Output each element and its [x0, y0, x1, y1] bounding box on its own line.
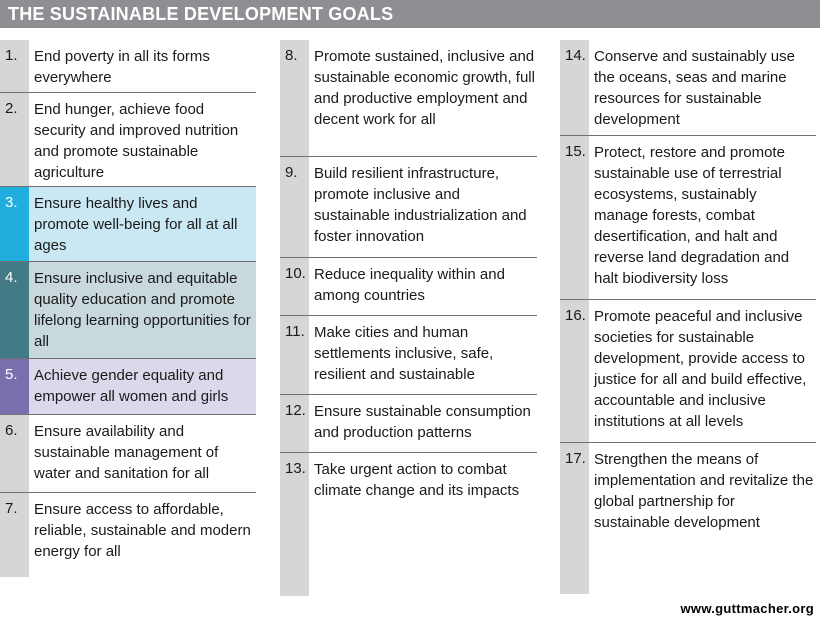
goals-column-2 [280, 40, 537, 596]
goal-text: End poverty in all its forms everywhere [34, 48, 210, 86]
goal-item-16 [560, 300, 816, 443]
title-bar [0, 0, 820, 28]
goal-item-6 [0, 415, 256, 493]
goal-number: 11. [285, 323, 305, 340]
goal-number-cell [560, 443, 589, 594]
goal-text: Strengthen the means of implementation and revitalize the global partnership for sustainable development [594, 451, 814, 531]
goal-number: 2. [5, 100, 18, 117]
goal-number: 3. [5, 194, 18, 211]
goal-number: 8. [285, 47, 298, 64]
goal-number: 1. [5, 47, 18, 64]
goal-text: Build resilient infrastructure, promote inclusive and sustainable industrialization and foster innovation [314, 165, 527, 245]
goal-item-8 [280, 40, 537, 157]
goal-item-2 [0, 93, 256, 187]
goal-number-cell [560, 136, 589, 299]
goal-number: 10. [285, 265, 306, 282]
goal-number-cell [0, 40, 29, 92]
goal-text: Promote sustained, inclusive and sustainable economic growth, full and productive employment and decent work for all [314, 48, 535, 128]
goal-number-cell [0, 359, 29, 414]
goal-number: 9. [285, 164, 298, 181]
goal-item-15 [560, 136, 816, 300]
goals-column-3 [560, 40, 816, 594]
goal-number-cell [0, 187, 29, 261]
goal-number: 14. [565, 47, 586, 64]
goal-number-cell [280, 453, 309, 596]
goal-item-9 [280, 157, 537, 258]
goal-number-cell [280, 258, 309, 315]
goal-number: 7. [5, 500, 18, 517]
goal-number: 4. [5, 269, 18, 286]
goal-text: Make cities and human settlements inclusive, safe, resilient and sustainable [314, 324, 494, 383]
page-title: THE SUSTAINABLE DEVELOPMENT GOALS [8, 4, 394, 24]
goal-item-1 [0, 40, 256, 93]
goal-number: 12. [285, 402, 306, 419]
goal-item-17 [560, 443, 816, 594]
goal-number-cell [560, 300, 589, 442]
goal-number-cell [280, 40, 309, 156]
goal-item-11 [280, 316, 537, 395]
goal-text: Ensure inclusive and equitable quality education and promote lifelong learning opportunities for all [34, 270, 251, 350]
goal-number-cell [0, 493, 29, 577]
goal-text: Ensure sustainable consumption and production patterns [314, 403, 531, 441]
goal-number: 15. [565, 143, 586, 160]
goal-text: Reduce inequality within and among countries [314, 266, 505, 304]
goal-item-7 [0, 493, 256, 577]
goal-number-cell [280, 395, 309, 452]
goals-column-1 [0, 40, 256, 577]
goal-item-4 [0, 262, 256, 359]
goal-number-cell [280, 157, 309, 257]
goal-text: Conserve and sustainably use the oceans, seas and marine resources for sustainable development [594, 48, 795, 128]
goal-text: Ensure healthy lives and promote well-being for all at all ages [34, 195, 238, 254]
goal-number: 16. [565, 307, 586, 324]
goal-text: End hunger, achieve food security and improved nutrition and promote sustainable agriculture [34, 101, 239, 181]
goal-number: 6. [5, 422, 18, 439]
goal-number: 5. [5, 366, 18, 383]
goal-item-3 [0, 187, 256, 262]
goal-item-12 [280, 395, 537, 453]
goal-number-cell [0, 415, 29, 492]
goal-item-10 [280, 258, 537, 316]
goal-number-cell [0, 93, 29, 186]
goal-item-14 [560, 40, 816, 136]
website-url: www.guttmacher.org [680, 601, 814, 616]
goal-item-13 [280, 453, 537, 596]
goal-text: Take urgent action to combat climate change and its impacts [314, 461, 520, 499]
goal-number-cell [0, 262, 29, 358]
goal-text: Ensure availability and sustainable management of water and sanitation for all [34, 423, 219, 482]
goal-item-5 [0, 359, 256, 415]
goal-number-cell [560, 40, 589, 135]
goal-number-cell [280, 316, 309, 394]
goal-text: Achieve gender equality and empower all women and girls [34, 367, 229, 405]
goal-text: Protect, restore and promote sustainable use of terrestrial ecosystems, sustainably manage forests, combat desertification, and halt and reverse land degradation and halt biodiversity loss [594, 144, 790, 287]
goal-text: Ensure access to affordable, reliable, sustainable and modern energy for all [34, 501, 251, 560]
goal-number: 17. [565, 450, 586, 467]
goal-number: 13. [285, 460, 306, 477]
goal-text: Promote peaceful and inclusive societies for sustainable development, provide access to justice for all and build effective, accountable and inclusive institutions at all levels [594, 308, 807, 430]
